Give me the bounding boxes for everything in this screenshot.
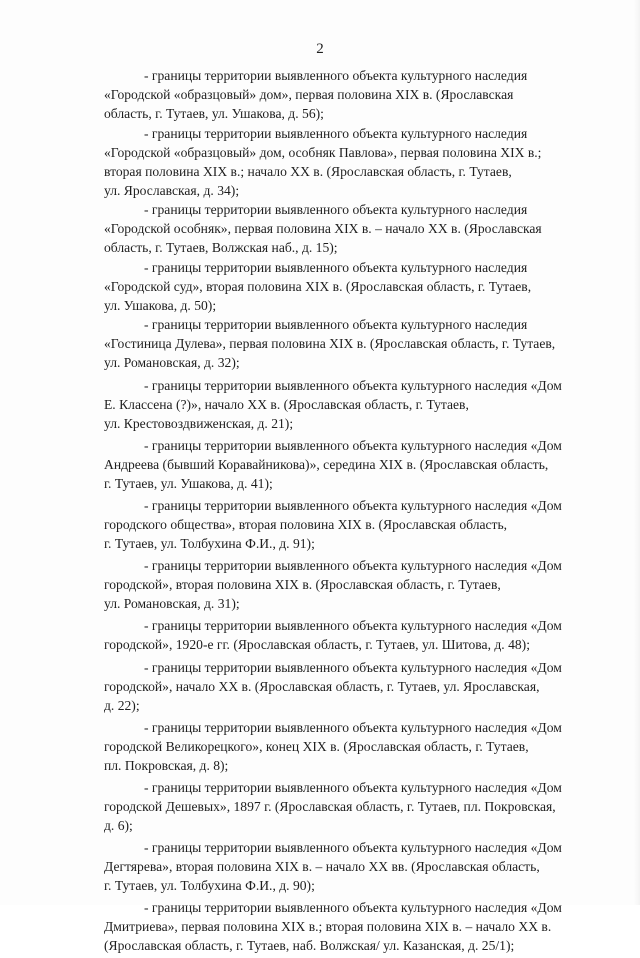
document-body bbox=[104, 66, 607, 958]
list-item: - границы территории выявленного объекта культурного наследия «Гостиница Дулева», первая половина XIX в. (Ярославская область, г. Тутаев, ул. Романовская, д. 32); bbox=[104, 317, 556, 371]
list-item: - границы территории выявленного объекта культурного наследия «Дом Андреева (бывший Коравайникова)», середина XIX в. (Ярославская область, г. Тутаев, ул. Ушакова, д. 41); bbox=[104, 437, 562, 491]
scan-edge-shadow bbox=[634, 0, 640, 905]
list-item: - границы территории выявленного объекта культурного наследия «Городской особняк», первая половина XIX в. – начало XX в. (Ярославская область, г. Тутаев, Волжская наб., д. 15); bbox=[104, 202, 542, 256]
list-item: - границы территории выявленного объекта культурного наследия «Дом Дмитриева», первая половина XIX в.; вторая половина XIX в. – начало XX в. (Ярославская область, г. Тутаев, наб. Волжская/ ул. Казанская, д. 25/1); bbox=[104, 900, 562, 954]
list-item: - границы территории выявленного объекта культурного наследия «Дом городского общества», вторая половина XIX в. (Ярославская область, г. Тутаев, ул. Толбухина Ф.И., д. 91); bbox=[104, 497, 562, 551]
list-item: - границы территории выявленного объекта культурного наследия «Дом городской», начало XX в. (Ярославская область, г. Тутаев, ул. Ярославская, д. 22); bbox=[104, 659, 562, 713]
list-item: - границы территории выявленного объекта культурного наследия «Городской суд», вторая половина XIX в. (Ярославская область, г. Тутаев, ул. Ушакова, д. 50); bbox=[104, 259, 532, 313]
list-item: - границы территории выявленного объекта культурного наследия «Дом Е. Классена (?)», начало XX в. (Ярославская область, г. Тутаев, ул. Крестовоздвиженская, д. 21); bbox=[104, 377, 562, 431]
list-item: - границы территории выявленного объекта культурного наследия «Городской «образцовый» дом», первая половина XIX в. (Ярославская область, г. Тутаев, ул. Ушакова, д. 56); bbox=[104, 68, 528, 121]
list-item: - границы территории выявленного объекта культурного наследия «Дом городской Дешевых», 1897 г. (Ярославская область, г. Тутаев, пл. Покровская, д. 6); bbox=[104, 779, 562, 833]
list-item: - границы территории выявленного объекта культурного наследия «Дом городской», вторая половина XIX в. (Ярославская область, г. Тутаев, ул. Романовская, д. 31); bbox=[104, 558, 562, 612]
list-item: - границы территории выявленного объекта культурного наследия «Дом городской», 1920-е гг. (Ярославская область, г. Тутаев, ул. Шитова, д. 48); bbox=[104, 618, 562, 653]
list-item: - границы территории выявленного объекта культурного наследия «Городской «образцовый» дом, особняк Павлова», первая половина XIX в.; вторая половина XIX в.; начало XX в. (Ярославская область, г. Тутаев, ул. Ярославская, д. 34); bbox=[104, 125, 542, 198]
page-number: 2 bbox=[316, 41, 324, 57]
list-item: - границы территории выявленного объекта культурного наследия «Дом городской Великорецкого», конец XIX в. (Ярославская область, г. Тутаев, пл. Покровская, д. 8); bbox=[104, 719, 562, 773]
list-item: - границы территории выявленного объекта культурного наследия «Дом Дегтярева», вторая половина XIX в. – начало XX вв. (Ярославская область, г. Тутаев, ул. Толбухина Ф.И., д. 90); bbox=[104, 840, 562, 894]
